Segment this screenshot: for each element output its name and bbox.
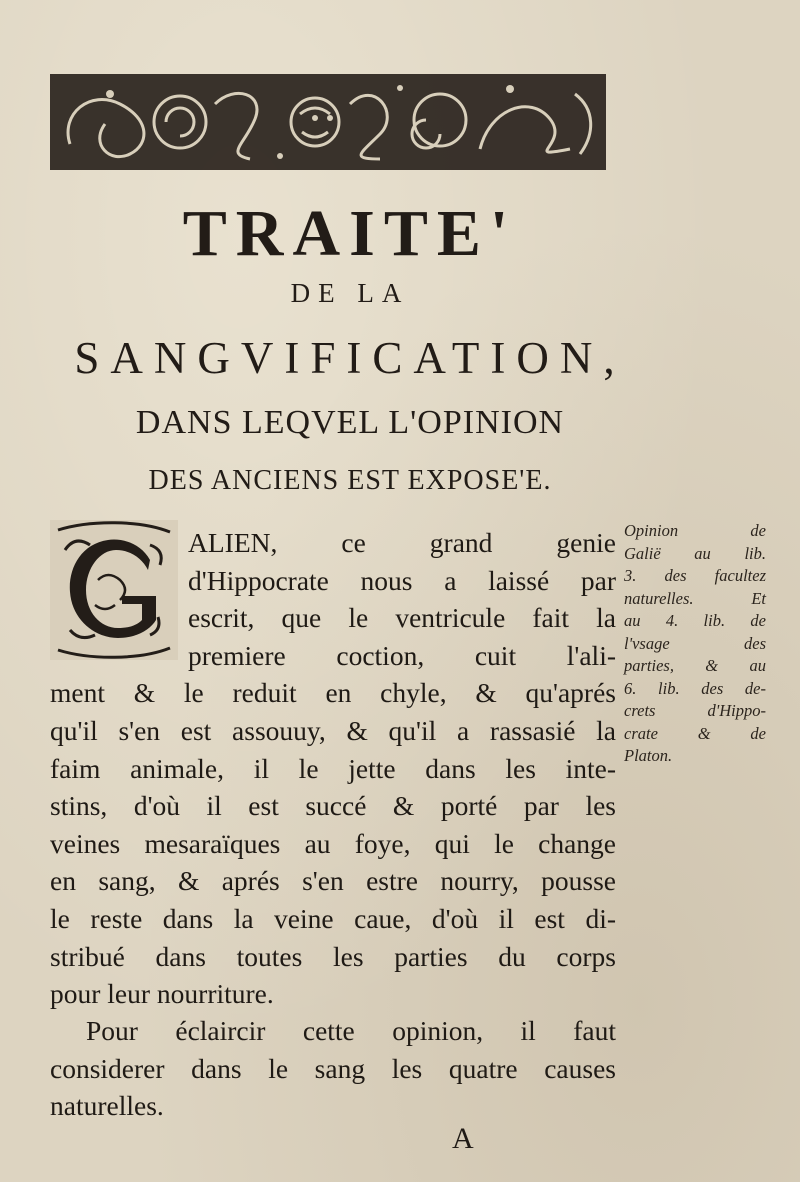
headpiece-ornament bbox=[50, 74, 606, 170]
margin-line: Galië au lib. bbox=[624, 543, 766, 563]
marginal-note bbox=[624, 520, 766, 768]
margin-line: 3. des facultez bbox=[624, 566, 766, 585]
text-line: considerer dans le sang les quatre causes bbox=[50, 1052, 616, 1084]
text-line: d'Hippocrate nous a laissé par bbox=[188, 564, 616, 596]
title-sangvification: SANGVIFICATION, bbox=[74, 333, 626, 383]
text-line: ment & le reduit en chyle, & qu'aprés bbox=[50, 677, 616, 709]
text-line: stribué dans toutes les parties du corps bbox=[50, 940, 616, 972]
text-line: escrit, que le ventricule fait la bbox=[188, 602, 616, 634]
text-line: premiere coction, cuit l'ali- bbox=[188, 639, 616, 671]
text-line: stins, d'où il est succé & porté par les bbox=[50, 790, 616, 822]
title-de-la: DE LA bbox=[290, 278, 410, 308]
text-line: Pour éclaircir cette opinion, il faut bbox=[86, 1015, 616, 1046]
margin-line: Platon. bbox=[624, 746, 673, 765]
subtitle-line-2: DES ANCIENS EST EXPOSE'E. bbox=[148, 465, 552, 496]
text-line: qu'il s'en est assouuy, & qu'il a rassasié la bbox=[50, 714, 616, 746]
text-line: faim animale, il le jette dans les inte- bbox=[50, 752, 616, 784]
text-line: en sang, & aprés s'en estre nourry, pousse bbox=[50, 865, 616, 897]
text-line: naturelles. bbox=[50, 1090, 164, 1122]
margin-line: 6. lib. des de- bbox=[624, 678, 766, 698]
margin-line: l'vsage des bbox=[624, 633, 766, 653]
margin-line: crets d'Hippo- bbox=[624, 701, 766, 720]
subtitle-line-1: DANS LEQVEL L'OPINION bbox=[135, 404, 565, 441]
text-line: veines mesaraïques au foye, qui le change bbox=[50, 827, 616, 859]
margin-line: crate & de bbox=[624, 723, 766, 743]
margin-line: Opinion de bbox=[624, 521, 766, 540]
margin-line: naturelles. Et bbox=[624, 588, 766, 608]
text-line: ALIEN, ce grand genie bbox=[188, 527, 616, 558]
text-line: le reste dans la veine caue, d'où il est di- bbox=[50, 902, 616, 934]
text-line: pour leur nourriture. bbox=[50, 978, 274, 1010]
margin-line: au 4. lib. de bbox=[624, 611, 766, 630]
paragraph-2 bbox=[50, 1012, 616, 1125]
paragraph-1 bbox=[50, 524, 616, 1013]
margin-line: parties, & au bbox=[624, 656, 766, 675]
signature-mark: A bbox=[452, 1122, 474, 1155]
title-traite: TRAITE' bbox=[182, 197, 518, 270]
